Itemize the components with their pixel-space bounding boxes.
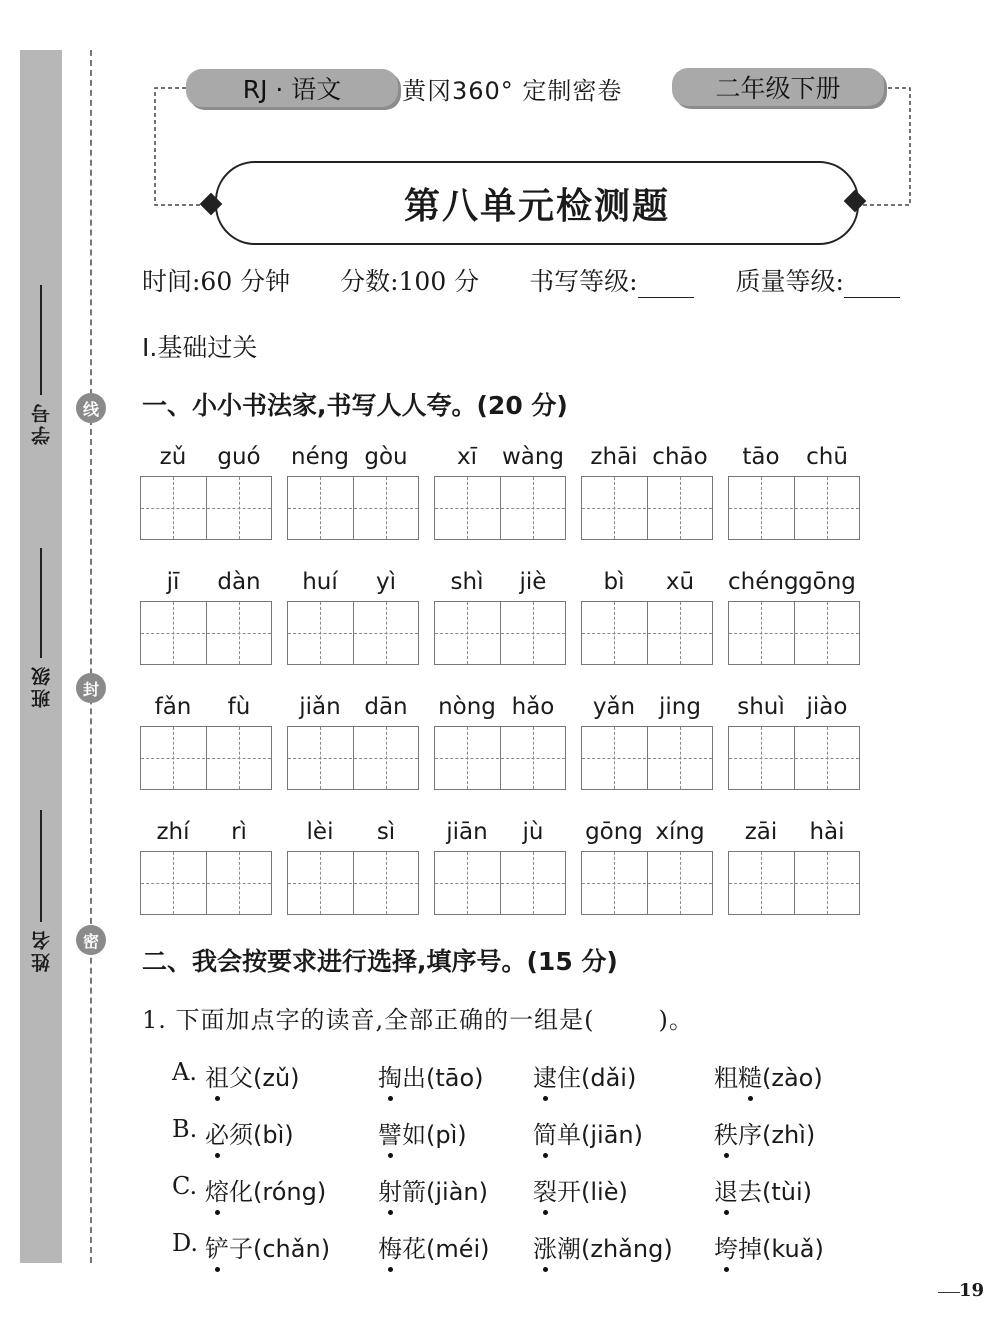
pinyin-label: guó (217, 444, 261, 470)
character: 出 (402, 1064, 426, 1092)
writing-box[interactable] (728, 476, 860, 540)
grade-pill: 二年级下册 (672, 68, 884, 106)
score-info: 分数:100 分 (340, 267, 480, 296)
pinyin-label: néng (291, 444, 349, 470)
name-field[interactable] (28, 810, 54, 972)
option-word (533, 1229, 673, 1264)
pinyin-label: chū (806, 444, 848, 470)
seal-seal-mark: 封 (76, 673, 106, 703)
option-letter: C. (172, 1172, 198, 1200)
student-id-label: 学号 (30, 401, 53, 445)
seal-line-mark: 线 (76, 393, 106, 423)
pinyin-label: zǔ (159, 444, 187, 470)
pinyin-label: xī (456, 444, 477, 470)
pinyin-reading: (zhǎng) (581, 1235, 673, 1263)
writing-box[interactable] (581, 476, 713, 540)
exam-info (142, 262, 932, 302)
name-label: 姓名 (30, 928, 53, 972)
class-label: 班级 (30, 664, 53, 708)
dotted-character: 秩 (714, 1115, 738, 1150)
pinyin-reading: (róng) (253, 1178, 327, 1206)
character: 化 (229, 1178, 253, 1206)
pinyin-label: huí (302, 569, 338, 595)
dotted-character: 譬 (378, 1115, 402, 1150)
pinyin-reading: (zǔ) (253, 1064, 300, 1092)
pinyin-label: gòu (364, 444, 408, 470)
writing-box[interactable] (728, 851, 860, 915)
pinyin-reading: (bì) (253, 1121, 294, 1149)
character: 单 (557, 1121, 581, 1149)
option-word (714, 1115, 815, 1150)
writing-box[interactable] (140, 476, 272, 540)
pinyin-label: shuì (737, 694, 785, 720)
subject-pill: RJ · 语文 (186, 69, 398, 107)
time-info: 时间:60 分钟 (142, 267, 291, 296)
question-two-title: 二、我会按要求进行选择,填序号。(15 分) (142, 947, 618, 976)
pinyin-label: sì (376, 819, 396, 845)
option-word (378, 1229, 490, 1264)
option-word (205, 1172, 326, 1207)
pinyin-reading: (tāo) (426, 1064, 484, 1092)
pinyin-label: hǎo (511, 694, 555, 720)
character: 住 (557, 1064, 581, 1092)
writing-box[interactable] (287, 601, 419, 665)
writing-box[interactable] (287, 476, 419, 540)
option-word (205, 1058, 300, 1093)
option-word (714, 1229, 824, 1264)
pinyin-label: jiǎn (299, 694, 341, 720)
writing-box[interactable] (434, 476, 566, 540)
character: 潮 (557, 1235, 581, 1263)
character: 花 (402, 1235, 426, 1263)
option-word (205, 1115, 294, 1150)
pinyin-label: chéng (728, 569, 799, 595)
question-1-close: )。 (658, 1006, 694, 1034)
pinyin-reading: (pì) (426, 1121, 467, 1149)
pinyin-reading: (kuǎ) (762, 1235, 824, 1263)
pinyin-reading: (jiān) (581, 1121, 643, 1149)
writing-box[interactable] (581, 601, 713, 665)
character: 箭 (402, 1178, 426, 1206)
dotted-character: 熔 (205, 1172, 229, 1207)
title-frame (215, 161, 859, 245)
dotted-character: 垮 (714, 1229, 738, 1264)
pinyin-label: jiào (806, 694, 848, 720)
pinyin-label: gōng (798, 569, 856, 595)
page-title: 第八单元检测题 (403, 185, 670, 227)
pinyin-reading: (méi) (426, 1235, 490, 1263)
class-field[interactable] (28, 548, 54, 708)
pinyin-label: gōng (585, 819, 643, 845)
dotted-character: 退 (714, 1172, 738, 1207)
pinyin-reading: (liè) (581, 1178, 628, 1206)
writing-box[interactable] (581, 726, 713, 790)
pinyin-label: shì (450, 569, 484, 595)
character: 去 (738, 1178, 762, 1206)
pinyin-reading: (zhì) (762, 1121, 816, 1149)
dotted-character: 涨 (533, 1229, 557, 1264)
pinyin-label: zāi (744, 819, 778, 845)
page-number: 19 (958, 1280, 984, 1301)
brand-text: 黄冈360° 定制密卷 (402, 77, 623, 105)
pinyin-label: jing (659, 694, 701, 720)
writing-grade-blank[interactable] (638, 269, 694, 298)
option-word (378, 1058, 484, 1093)
pinyin-label: nòng (438, 694, 496, 720)
dotted-character: 糙 (738, 1058, 762, 1093)
question-1 (142, 1000, 694, 1035)
option-letter: B. (172, 1115, 198, 1143)
writing-box[interactable] (140, 851, 272, 915)
pinyin-reading: (dǎi) (581, 1064, 637, 1092)
pinyin-label: dàn (217, 569, 261, 595)
pinyin-label: zhāi (590, 444, 638, 470)
character: 开 (557, 1178, 581, 1206)
pinyin-label: jī (166, 569, 180, 595)
dotted-character: 裂 (533, 1172, 557, 1207)
pinyin-label: xíng (655, 819, 705, 845)
dotted-character: 掏 (378, 1058, 402, 1093)
name-blank[interactable] (40, 810, 42, 922)
pinyin-label: xū (665, 569, 695, 595)
character: 如 (402, 1121, 426, 1149)
page-number-dash (938, 1292, 960, 1293)
pinyin-label: jù (522, 819, 544, 845)
pinyin-label: dān (364, 694, 408, 720)
section-heading-basic: Ⅰ.基础过关 (142, 333, 258, 362)
question-1-text: 1. 下面加点字的读音,全部正确的一组是( (142, 1006, 595, 1034)
dotted-character: 简 (533, 1115, 557, 1150)
pinyin-label: wàng (501, 444, 565, 470)
seal-cut-mark: 密 (76, 925, 106, 955)
option-word (714, 1172, 812, 1207)
writing-box[interactable] (434, 601, 566, 665)
writing-box[interactable] (140, 601, 272, 665)
option-word (378, 1115, 467, 1150)
character: 子 (229, 1235, 253, 1263)
question-one-title: 一、小小书法家,书写人人夸。(20 分) (142, 391, 568, 420)
quality-grade-label: 质量等级: (735, 267, 844, 296)
writing-box[interactable] (287, 851, 419, 915)
pinyin-label: tāo (742, 444, 780, 470)
class-blank[interactable] (40, 548, 42, 658)
character: 粗 (714, 1064, 738, 1092)
writing-box[interactable] (287, 726, 419, 790)
character: 须 (229, 1121, 253, 1149)
dotted-character: 祖 (205, 1058, 229, 1093)
pinyin-label: fǎn (154, 694, 192, 720)
pinyin-label: yǎn (592, 694, 636, 720)
option-word (533, 1115, 643, 1150)
writing-box[interactable] (728, 601, 860, 665)
pinyin-label: bì (603, 569, 625, 595)
option-word (378, 1172, 488, 1207)
pinyin-label: jiè (519, 569, 547, 595)
pinyin-label: hài (809, 819, 845, 845)
writing-box[interactable] (434, 726, 566, 790)
dotted-character: 逮 (533, 1058, 557, 1093)
character: 父 (229, 1064, 253, 1092)
option-word (205, 1229, 330, 1264)
option-word (714, 1058, 823, 1093)
option-letter: D. (172, 1229, 199, 1257)
writing-grade-label: 书写等级: (529, 267, 638, 296)
pinyin-label: yì (375, 569, 396, 595)
pinyin-label: chāo (652, 444, 708, 470)
writing-box[interactable] (434, 851, 566, 915)
writing-box[interactable] (581, 851, 713, 915)
dotted-character: 射 (378, 1172, 402, 1207)
dotted-character: 铲 (205, 1229, 229, 1264)
pinyin-reading: (zào) (762, 1064, 823, 1092)
dotted-character: 梅 (378, 1229, 402, 1264)
option-word (533, 1172, 628, 1207)
dotted-character: 必 (205, 1115, 229, 1150)
pinyin-reading: (tùi) (762, 1178, 813, 1206)
pinyin-label: jiān (446, 819, 488, 845)
character: 掉 (738, 1235, 762, 1263)
writing-box[interactable] (140, 726, 272, 790)
pinyin-label: lèi (306, 819, 334, 845)
writing-box[interactable] (728, 726, 860, 790)
student-id-field[interactable] (28, 285, 54, 445)
option-letter: A. (172, 1058, 197, 1086)
pinyin-reading: (chǎn) (253, 1235, 331, 1263)
option-word (533, 1058, 636, 1093)
pinyin-label: zhí (156, 819, 190, 845)
pinyin-label: rì (231, 819, 247, 845)
pinyin-reading: (jiàn) (426, 1178, 488, 1206)
quality-grade-blank[interactable] (844, 269, 900, 298)
student-id-blank[interactable] (40, 285, 42, 395)
character: 序 (738, 1121, 762, 1149)
pinyin-label: fù (227, 694, 251, 720)
